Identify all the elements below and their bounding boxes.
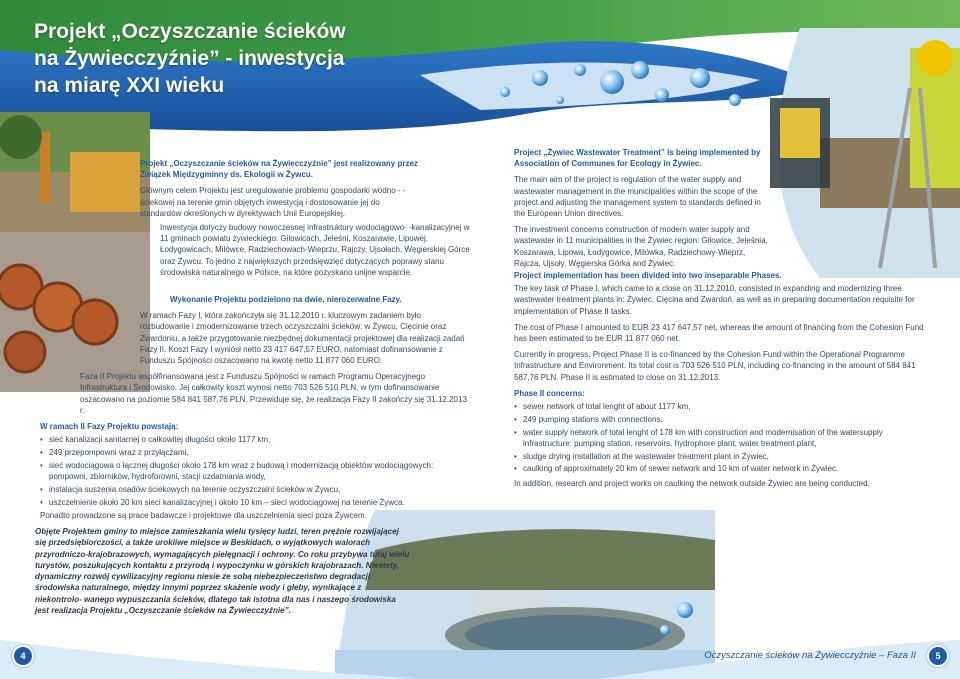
aim-paragraph-pl: Głównym celem Projektu jest uregulowanie problemu gospodarki wodno - - ściekowej na terenie gmin objętych inwestycją i dostosowanie jej do standardów określonych w dyrektywach Unii Europejskiej. — [140, 186, 406, 218]
list-item: • sewer network of total lenght of about 1177 km, — [514, 401, 928, 412]
phase2-list-en — [514, 401, 928, 475]
investment-paragraph-pl-wrap — [160, 222, 472, 283]
phase2-list-heading-en: Phase II concerns: — [514, 388, 585, 398]
intro-paragraph-pl: Projekt „Oczyszczanie ścieków na Żywiecczyźnie” jest realizowany przez Związek Międzygminny ds. Ekologii w Żywcu. — [140, 159, 418, 180]
phase1-cost-paragraph-en: The cost of Phase I amounted to EUR 23 417 647,57 net, whereas the amount of financing from the Cohesion Fund has been estimated to be EUR 11 877 060 net. — [514, 322, 924, 344]
surveyor-photo-right — [760, 28, 960, 278]
title-line: na Żywiecczyźnie” - inwestycja — [34, 47, 345, 70]
investment-paragraph-pl: Inwestycja dotyczy budowy nowoczesnej infrastruktury wodociągowo- -kanalizacyjnej w 11 gminach powiatu żywieckiego: Gilowicach, Jeleśni, Koszarawie, Lipowej, Łodygowicach, Milówce, Radziechowach-Wieprzu, Rajczy, Ujsołach, Węgierskiej Górce oraz Żywcu. To jedno z największych przedsięwzięć dotyczących poprawy stanu środowiska naturalnego w Polsce, na które pozyskano unijne wsparcie. — [160, 223, 470, 277]
phase2-paragraph-pl: Faza II Projektu współfinansowana jest z Funduszu Spójności w ramach Programu Operacyjnego Infrastruktura i Środowisko. Jej całkowity koszt wynosi netto 703 526 510 PLN, w tym dofinansowanie oszacowano na poziomie 584 841 587,76 PLN. Przewiduje się, że realizacja Fazy II zakończy się 31.12.2013 r. — [80, 372, 467, 415]
research-paragraph-en: In addition, research and project works on caulking the network outside Żywiec are being conducted. — [514, 478, 870, 488]
left-intro — [140, 158, 418, 224]
page-number-right: 5 — [927, 645, 949, 667]
phases-heading-pl: Wykonanie Projektu podzielono na dwie, nierozerwalne Fazy. — [170, 295, 402, 304]
research-paragraph-pl: Ponadto prowadzone są prace badawcze i projektowe dla uszczelnienia sieci poza Żywcem. — [40, 510, 367, 520]
phase1-paragraph-en: The key task of Phase I, which came to a close on 31.12.2010, consisted in expanding and modernizing three wastewater treatment plants in: Żywiec, Cięcina and Zwardoń, as well as in preparing documentation requisite for implementation of Phase II tasks. — [514, 284, 915, 316]
list-item: • caulking of approximately 20 km of sewer network and 10 km of water network in Żywiec. — [514, 463, 928, 474]
footer-label: Oczyszczanie ścieków na Żywiecczyźnie – Faza II — [704, 650, 916, 661]
aim-paragraph-en: The main aim of the project is regulation of the water supply and wastewater management in the municipalities within the scope of the project and adjusting the management system to standards defined in the European Union directives. — [514, 175, 761, 219]
list-item: • 249 przepompowni wraz z przyłączami, — [40, 447, 472, 458]
closing-quote-pl: Objęte Projektem gminy to miejsce zamieszkania wielu tysięcy ludzi, teren prężnie rozwijającej się przedsiębiorczości, a także urokliwe miejsce w Beskidach, o wyjątkowych walorach przyrodniczo-krajobrazowych, wymagających pielęgnacji i ochrony. Co roku przybywa tutaj wielu turystów, poszukujących kontaktu z przyrodą i wypoczynku w górskich krajobrazach. Niestety, dynamiczny rozwój cywilizacyjny regionu niesie ze sobą niebezpieczeństwo degradacji środowiska naturalnego, między innymi poprzez skażenie wody i gleby, wynikające z niekontrolo- wanego wypuszczania ścieków, dlatego tak istotna dla nas i naszego środowiska jest realizacja Projektu „Oczyszczanie ścieków na Żywiecczyźnie”. — [35, 527, 410, 616]
phase2-list-pl — [40, 434, 472, 508]
phase2-paragraph-en: Currently in progress, Project Phase II is co-financed by the Cohesion Fund within the Operational Programme Infrastructure and Environment. Its total cost is 703 526 510 PLN, including co-financing in the amount of 584 841 587,76 PLN. Phase II is estimated to close on 31.12.2013. — [514, 350, 916, 382]
phase1-paragraph-pl: W ramach Fazy I, która zakończyła się 31.12.2010 r. kluczowym zadaniem było rozbudowanie i zmodernizowanie trzech oczyszczalni ścieków: w Żywcu, Cięcinie oraz Zwardoniu, a także przygotowanie niezbędnej dokumentacji projektowej dla realizacji zadań Fazy II. Koszt Fazy I wyniósł netto 23 417 647,57 EURO, natomiast dofinansowanie z Funduszu Spójności oszacowano na kwotę netto 11 877 060 EURO. — [140, 311, 465, 366]
title-line: na miarę XXI wieku — [34, 74, 225, 97]
page-title — [34, 18, 414, 99]
right-phases — [514, 270, 928, 494]
list-item: • sieć kanalizacji sanitarnej o całkowitej długości około 1177 km, — [40, 434, 472, 445]
phase2-list-heading-pl: W ramach II Fazy Projektu powstają: — [40, 422, 179, 432]
right-intro — [514, 147, 770, 274]
phases-pl — [40, 294, 472, 526]
list-item: • uszczelnienie około 20 km sieci kanalizacyjnej i około 10 km – sieci wodociągowej na terenie Żywca. — [40, 497, 472, 508]
list-item: • instalacja suszenia osadów ściekowych na terenie oczyszczalni ścieków w Żywcu, — [40, 484, 472, 495]
title-line: Projekt „Oczyszczanie ścieków — [34, 20, 346, 43]
list-item: • sieć wodociągowa o łącznej długości około 178 km wraz z budową i modernizacją obiektów wodociągowych: pompowni, zbiorników, hydroforowni, stacji uzdatniania wody, — [40, 460, 472, 482]
phases-heading-en: Project implementation has been divided into two inseparable Phases. — [514, 271, 782, 280]
investment-paragraph-en: The investment concerns construction of modern water supply and wastewater in 11 municipalities in the Żywiec region: Gilowice, Jeleśnia, Koszarawa, Lipowa, Łodygowice, Milówka, Radziechowy-Wieprz, Rajcza, Ujsoły, Węgierska Górka and Żywiec. — [514, 225, 768, 268]
list-item: • sludge drying installation at the wastewater treatment plant in Żywiec, — [514, 451, 928, 462]
list-item: • 249 pumping stations with connections, — [514, 414, 928, 425]
intro-paragraph-en: Project „Żywiec Wastewater Treatment” is being implemented by Association of Communes for Ecology in Żywiec. — [514, 148, 761, 169]
page-number-left: 4 — [12, 645, 34, 667]
list-item: • water supply network of total lenght of 178 km with construction and modernisation of the watersupply infrastructure: pumping station, reservoirs, hydrophore plant, water treatment plant, — [514, 427, 928, 449]
